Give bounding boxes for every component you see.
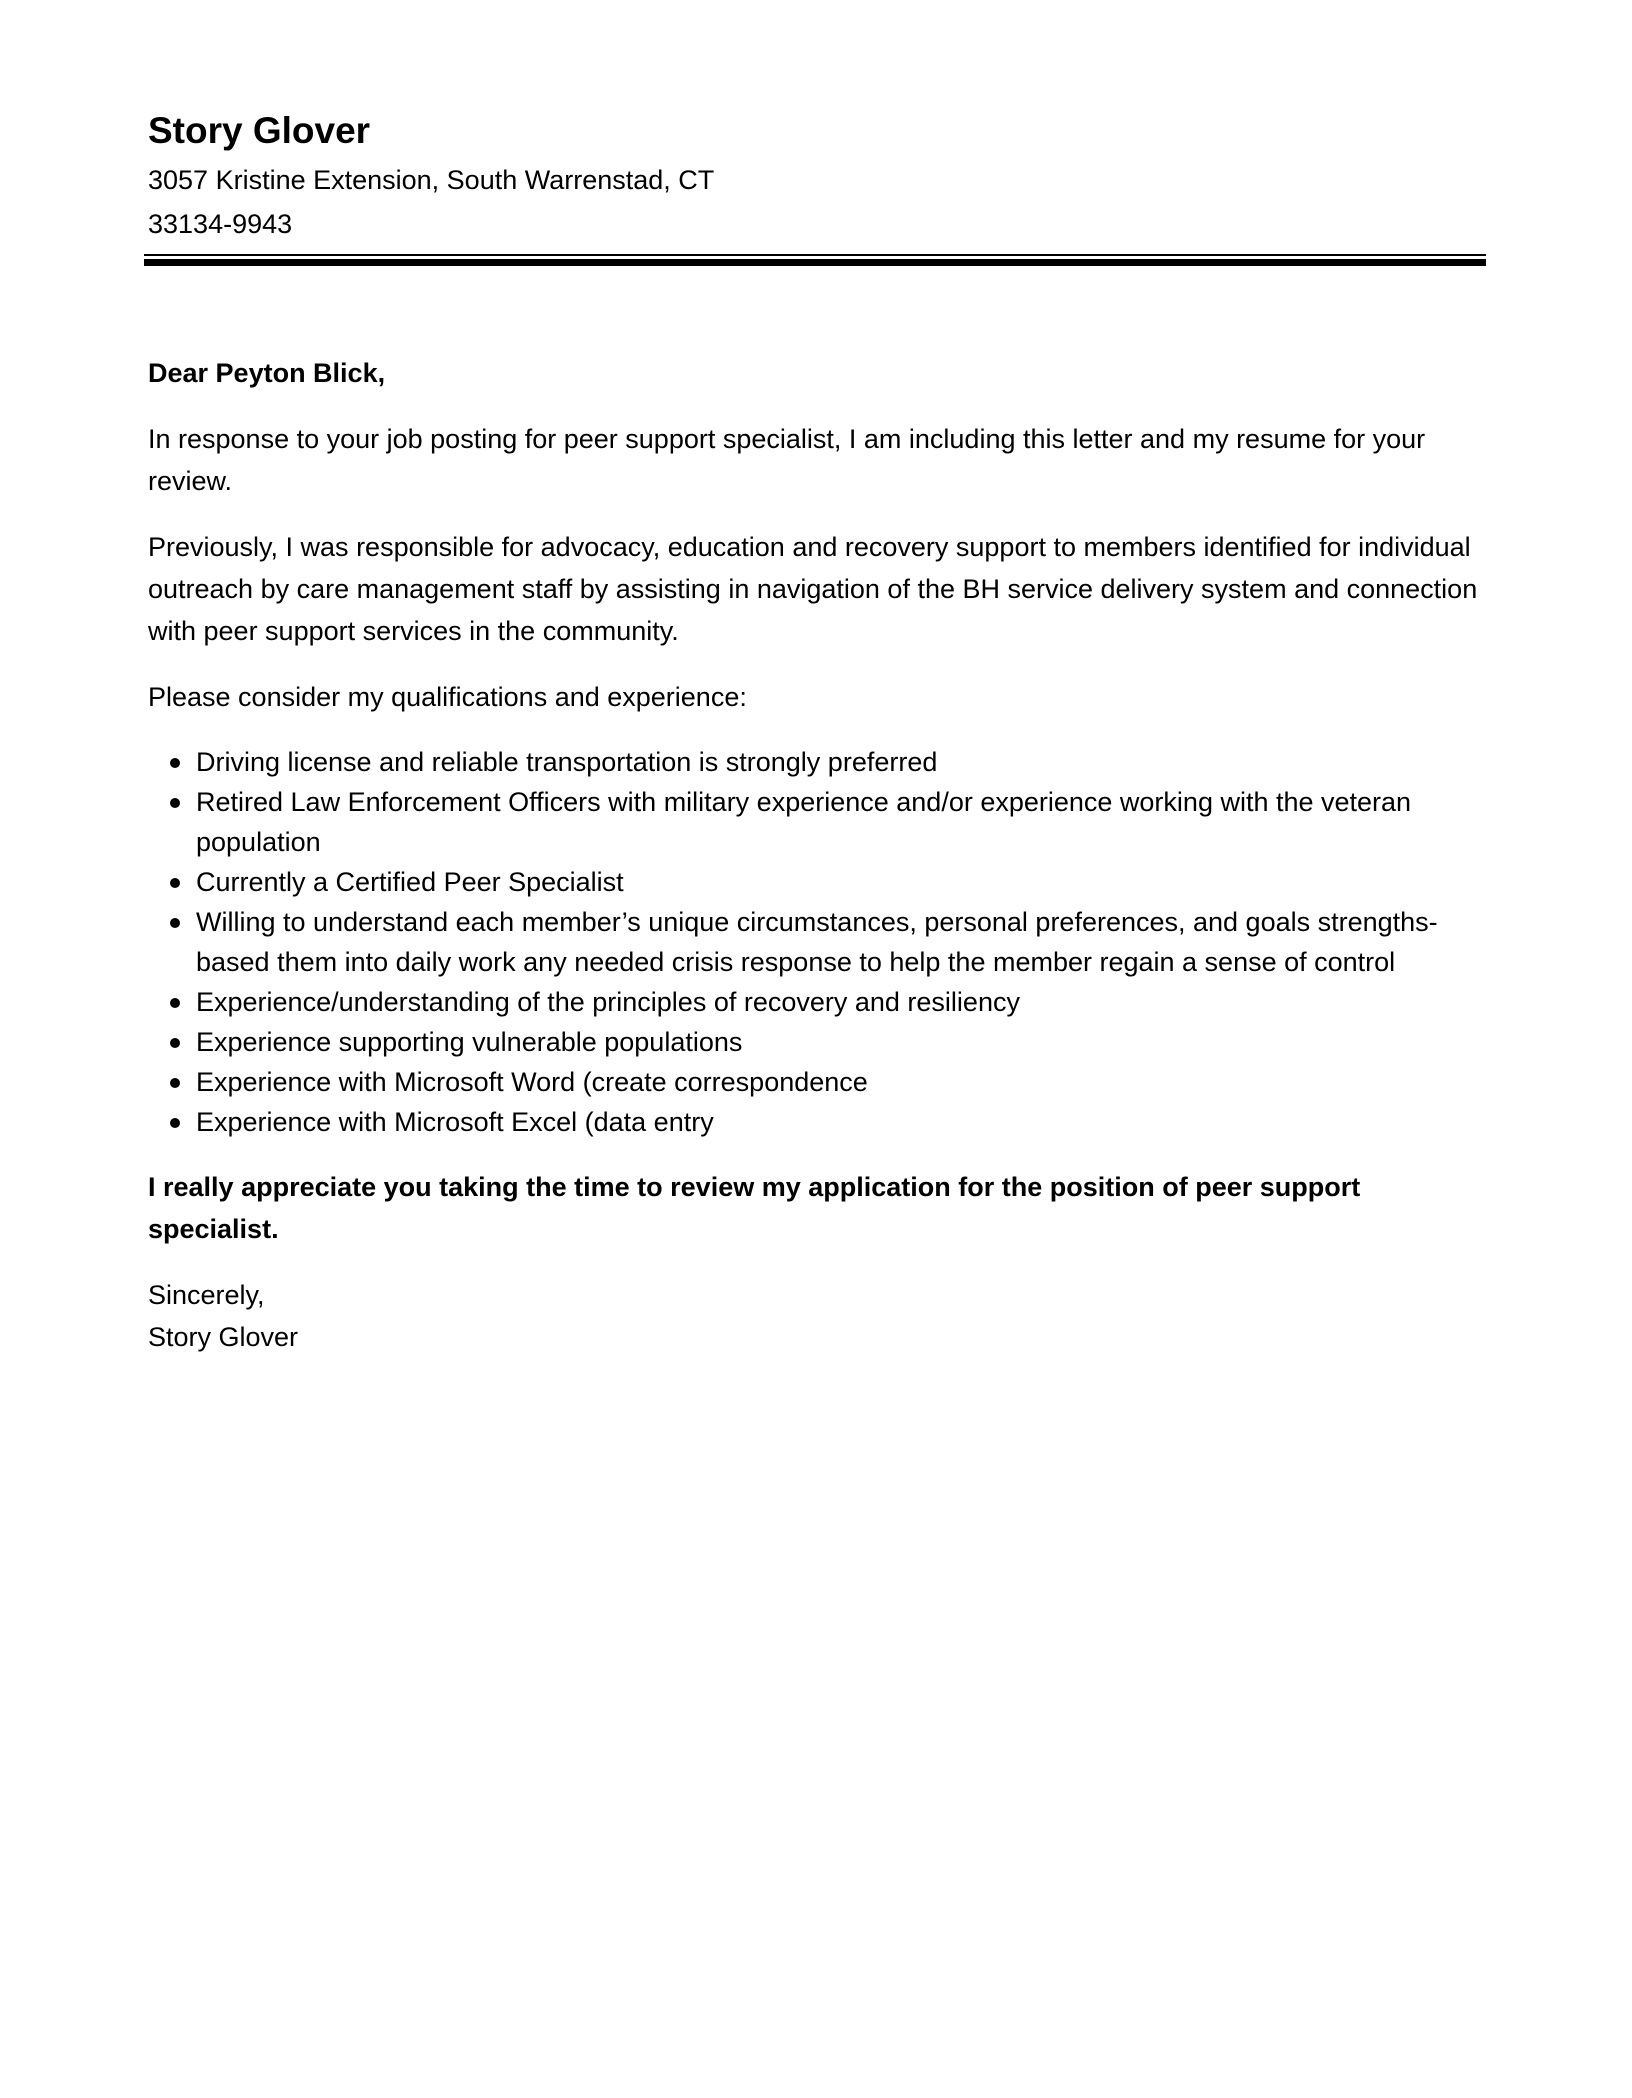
header-divider-thick bbox=[144, 259, 1486, 266]
intro-paragraph: In response to your job posting for peer support specialist, I am including this letter and my resume for your review. bbox=[148, 424, 1426, 496]
list-item bbox=[148, 902, 1488, 982]
sender-name: Story Glover bbox=[148, 110, 371, 151]
bullet-icon bbox=[170, 1118, 180, 1128]
list-item bbox=[148, 862, 1488, 902]
list-item bbox=[148, 1022, 1488, 1062]
list-item-text: Willing to understand each member’s unique circumstances, personal preferences, and goals strengths-based them into daily work any needed crisis response to help the member regain a sense of control bbox=[196, 907, 1438, 977]
letter-body bbox=[148, 352, 1488, 1358]
closing-statement: I really appreciate you taking the time to review my application for the position of peer support specialist. bbox=[148, 1172, 1361, 1244]
list-item-text: Experience with Microsoft Excel (data entry bbox=[196, 1107, 714, 1137]
bullet-icon bbox=[170, 1038, 180, 1048]
bullet-icon bbox=[170, 758, 180, 768]
header-divider-thin bbox=[144, 254, 1486, 256]
signature-name: Story Glover bbox=[148, 1322, 299, 1352]
bullet-icon bbox=[170, 1078, 180, 1088]
qualifications-intro: Please consider my qualifications and experience: bbox=[148, 682, 747, 712]
list-item-text: Currently a Certified Peer Specialist bbox=[196, 867, 624, 897]
list-item-text: Experience with Microsoft Word (create correspondence bbox=[196, 1067, 868, 1097]
list-item bbox=[148, 1062, 1488, 1102]
bullet-icon bbox=[170, 998, 180, 1008]
list-item-text: Experience supporting vulnerable populations bbox=[196, 1027, 743, 1057]
sender-address-line2: 33134-9943 bbox=[148, 209, 293, 239]
list-item-text: Experience/understanding of the principles of recovery and resiliency bbox=[196, 987, 1020, 1017]
salutation: Dear Peyton Blick, bbox=[148, 358, 386, 388]
qualifications-list bbox=[148, 742, 1488, 1142]
list-item bbox=[148, 1102, 1488, 1142]
bullet-icon bbox=[170, 918, 180, 928]
list-item-text: Retired Law Enforcement Officers with military experience and/or experience working with the veteran population bbox=[196, 787, 1412, 857]
list-item-text: Driving license and reliable transportation is strongly preferred bbox=[196, 747, 938, 777]
sender-address-line1: 3057 Kristine Extension, South Warrenstad, CT bbox=[148, 165, 715, 195]
list-item bbox=[148, 982, 1488, 1022]
bullet-icon bbox=[170, 878, 180, 888]
list-item bbox=[148, 742, 1488, 782]
list-item bbox=[148, 782, 1488, 862]
bullet-icon bbox=[170, 798, 180, 808]
signoff: Sincerely, bbox=[148, 1280, 265, 1310]
experience-paragraph: Previously, I was responsible for advocacy, education and recovery support to members identified for individual outreach by care management staff by assisting in navigation of the BH service delivery system and connection with peer support services in the community. bbox=[148, 532, 1478, 646]
